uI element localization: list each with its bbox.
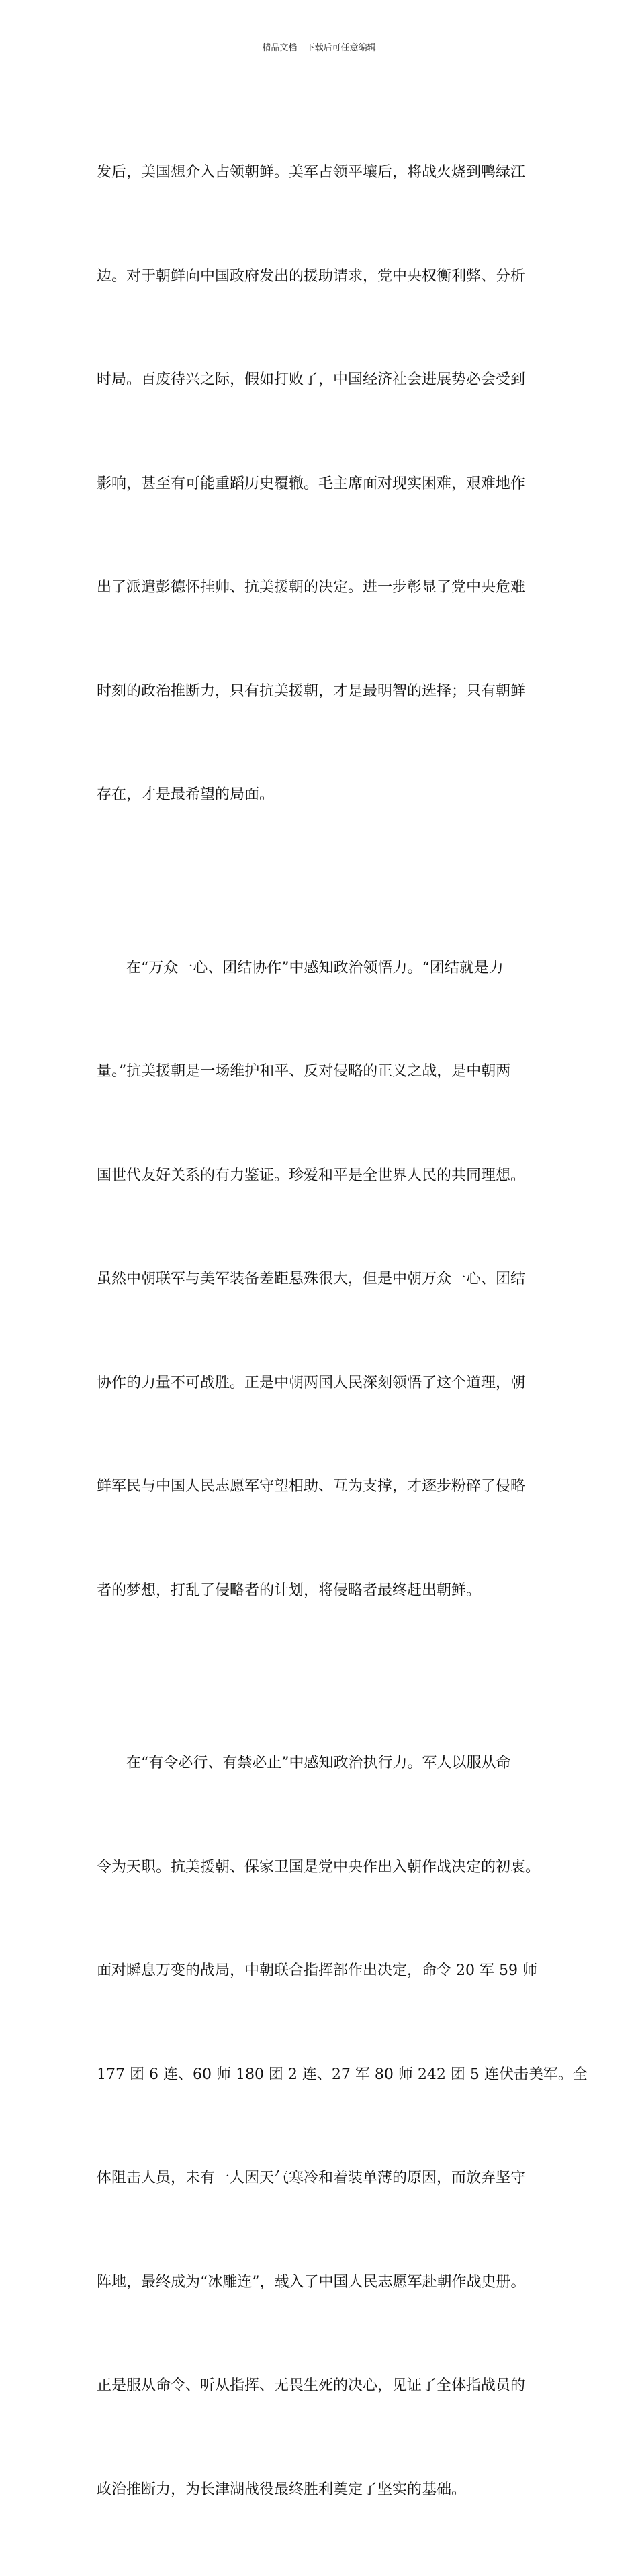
text-line: 虽然中朝联军与美军装备差距悬殊很大，但是中朝万众一心、团结 — [97, 1271, 526, 1287]
text-line: 在“万众一心、团结协作”中感知政治领悟力。“团结就是力 — [97, 959, 504, 976]
text-line: 阵地，最终成为“冰雕连”，载入了中国人民志愿军赴朝作战史册。 — [97, 2273, 526, 2291]
text-line: 者的梦想，打乱了侵略者的计划，将侵略者最终赶出朝鲜。 — [97, 1581, 482, 1599]
body-text — [97, 86, 588, 2576]
text-line: 令为天职。抗美援朝、保家卫国是党中央作出入朝作战决定的初衷。 — [97, 1858, 541, 1876]
text-line: 出了派遣彭德怀挂帅、抗美援朝的决定。进一步彰显了党中央危难 — [97, 579, 526, 596]
paragraph-3 — [97, 1677, 588, 2576]
text-line: 体阻击人员，未有一人因天气寒冷和着装单薄的原因，而放弃坚守 — [97, 2170, 526, 2187]
text-line: 时刻的政治推断力，只有抗美援朝，才是最明智的选择；只有朝鲜 — [97, 682, 526, 700]
text-line: 鲜军民与中国人民志愿军守望相助、互为支撑，才逐步粉碎了侵略 — [97, 1478, 526, 1495]
text-line: 在“有令必行、有禁必止”中感知政治执行力。军人以服从命 — [97, 1755, 511, 1772]
text-line: 177 团 6 连、60 师 180 团 2 连、27 军 80 师 242 团 5 连伏击美军。全 — [97, 2066, 588, 2083]
text-line: 面对瞬息万变的战局，中朝联合指挥部作出决定，命令 20 军 59 师 — [97, 1962, 537, 1979]
paragraph-2 — [97, 882, 547, 1677]
text-line: 时局。百废待兴之际，假如打败了，中国经济社会进展势必会受到 — [97, 371, 526, 388]
paragraph-1 — [97, 86, 547, 882]
text-line: 协作的力量不可战胜。正是中朝两国人民深刻领悟了这个道理，朝 — [97, 1374, 526, 1391]
text-line: 边。对于朝鲜向中国政府发出的援助请求，党中央权衡利弊、分析 — [97, 267, 526, 285]
text-line: 发后，美国想介入占领朝鲜。美军占领平壤后，将战火烧到鸭绿江 — [97, 164, 526, 181]
text-line: 存在，才是最希望的局面。 — [97, 786, 275, 803]
page-header: 精品文档---下载后可任意编辑 — [262, 43, 376, 53]
text-line: 政治推断力，为长津湖战役最终胜利奠定了坚实的基础。 — [97, 2481, 467, 2498]
text-line: 国世代友好关系的有力鉴证。珍爱和平是全世界人民的共同理想。 — [97, 1166, 526, 1184]
text-line: 量。”抗美援朝是一场维护和平、反对侵略的正义之战，是中朝两 — [97, 1063, 511, 1080]
text-line: 影响，甚至有可能重蹈历史覆辙。毛主席面对现实困难，艰难地作 — [97, 475, 526, 492]
text-line: 正是服从命令、听从指挥、无畏生死的决心，见证了全体指战员的 — [97, 2377, 526, 2394]
